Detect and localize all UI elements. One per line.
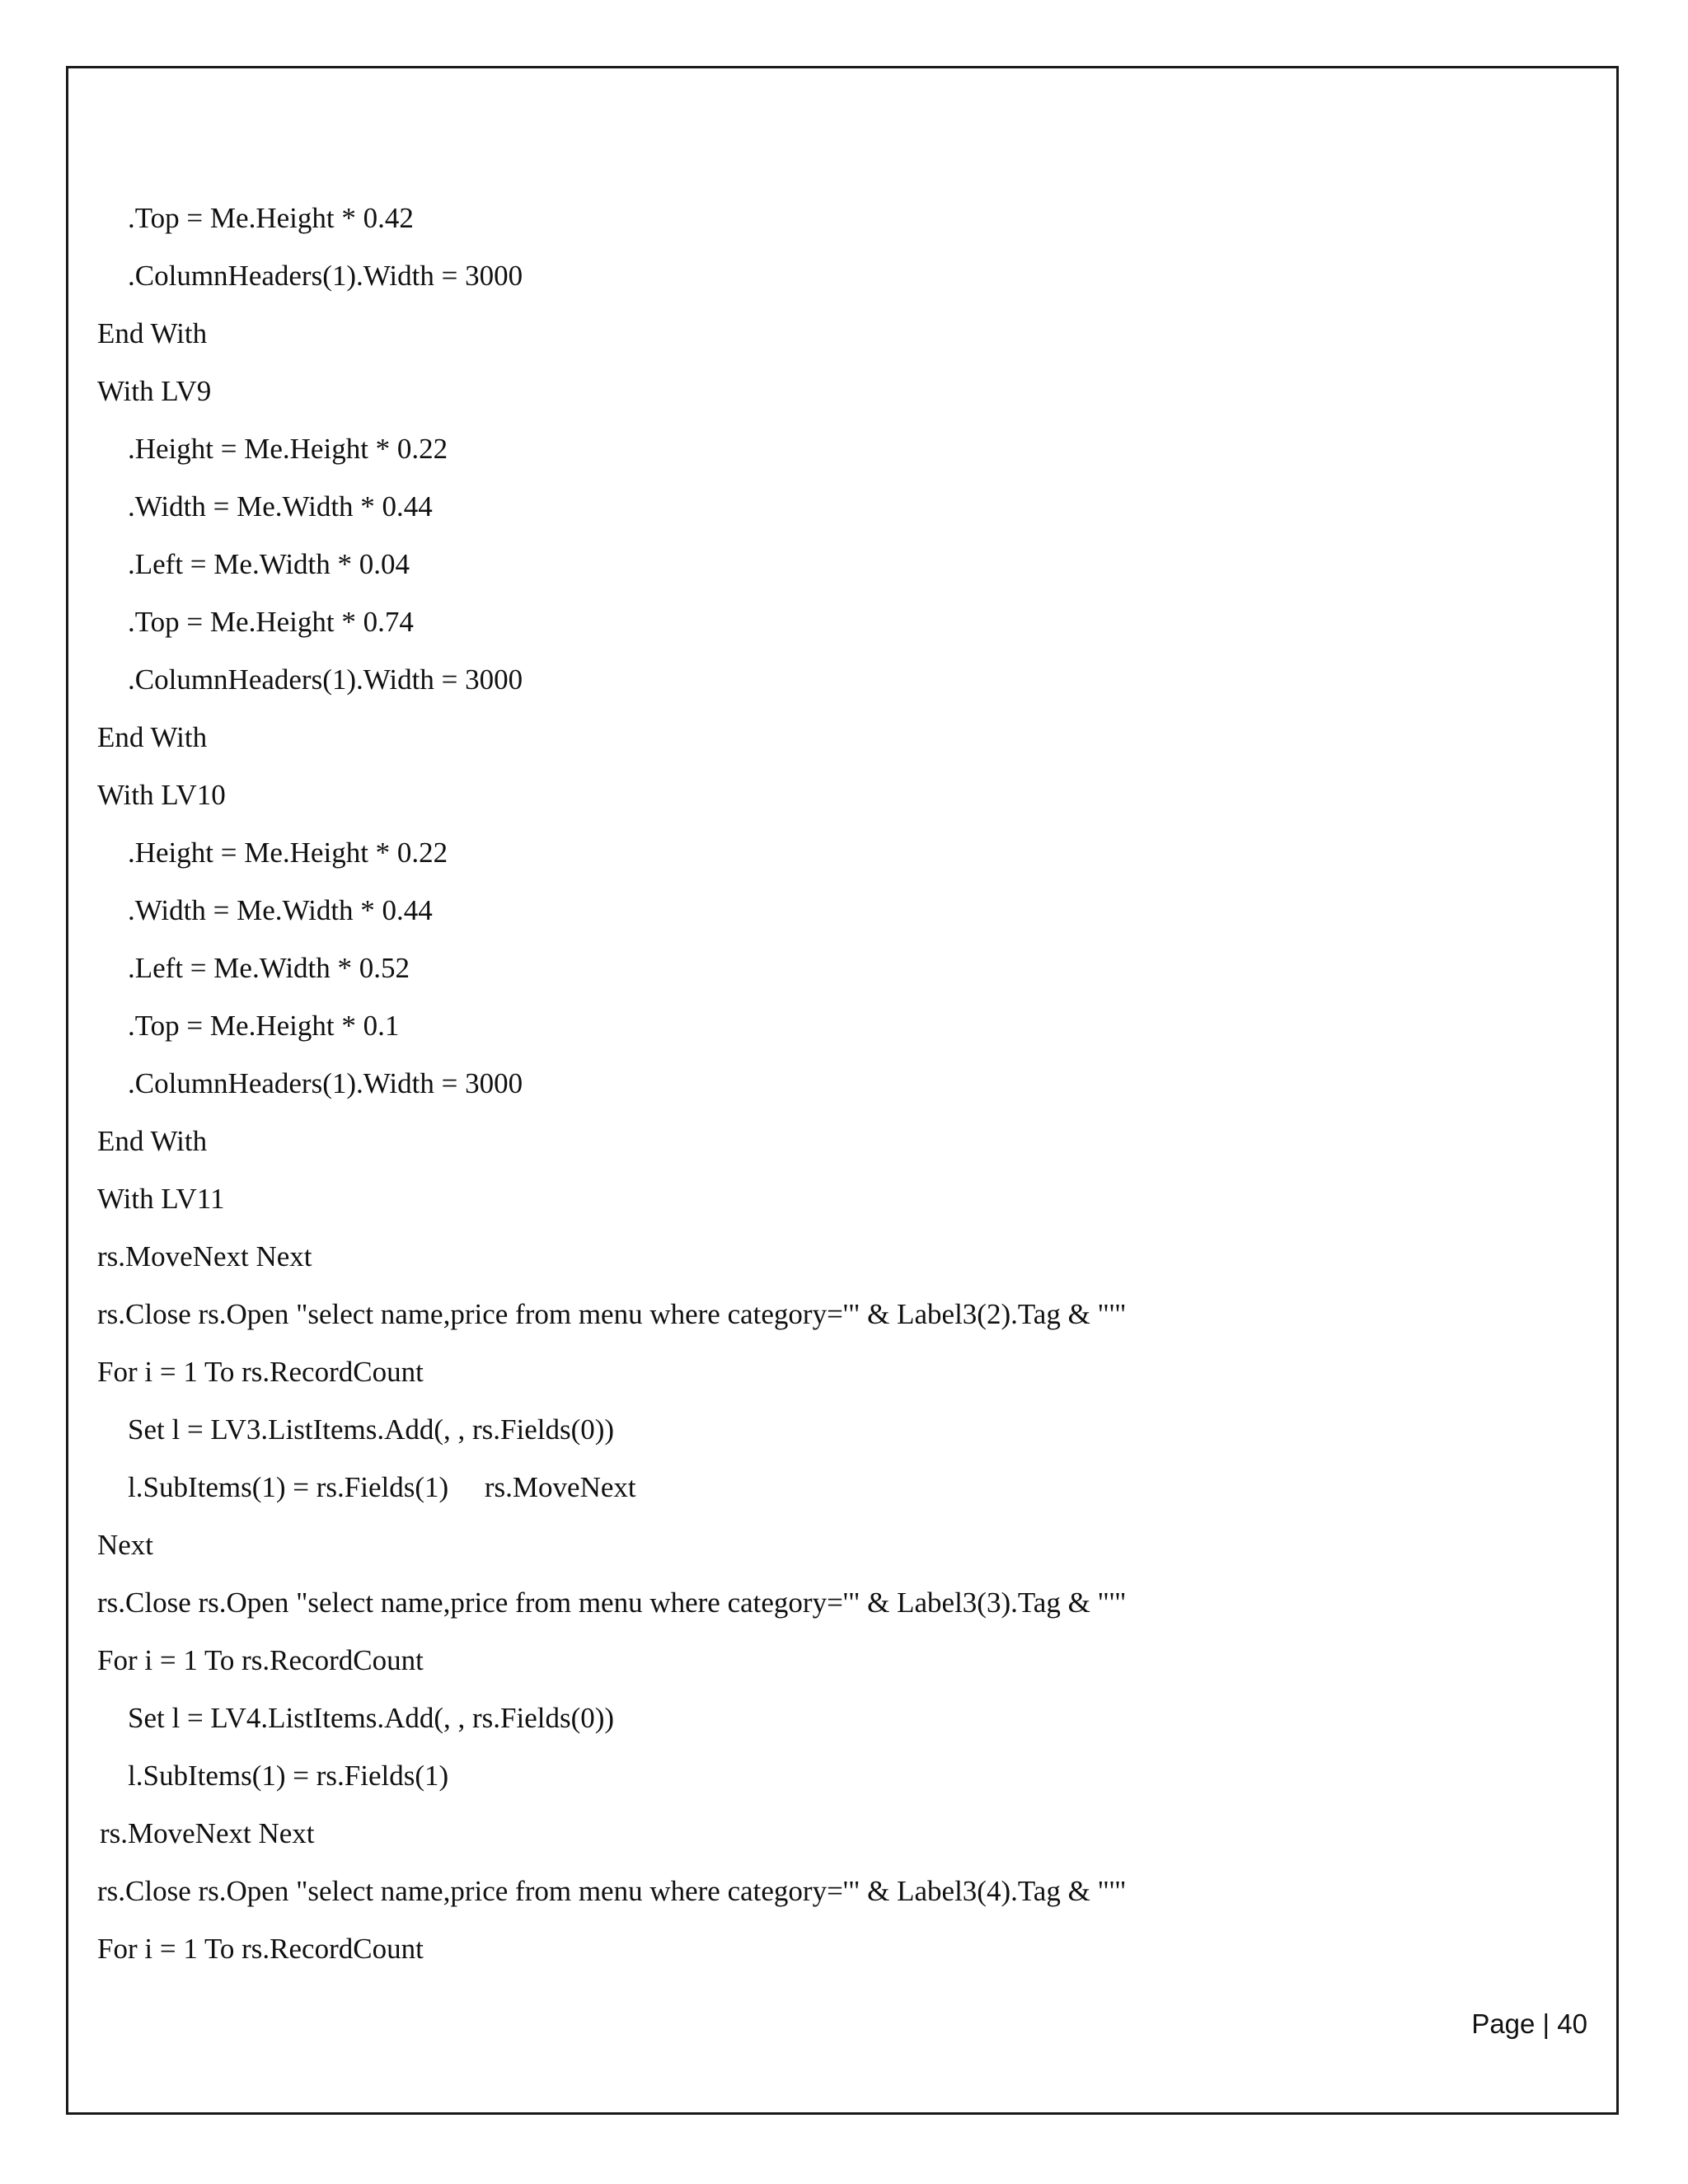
code-line: For i = 1 To rs.RecordCount [97,1933,424,1965]
code-listing [97,190,1126,1978]
code-line: l.SubItems(1) = rs.Fields(1) [128,1760,449,1792]
code-line: rs.Close rs.Open "select name,price from menu where category='" & Label3(2).Tag & "'" [97,1298,1127,1330]
code-line: .ColumnHeaders(1).Width = 3000 [128,1067,523,1099]
code-line: .Width = Me.Width * 0.44 [128,894,433,926]
code-line: .ColumnHeaders(1).Width = 3000 [128,260,523,292]
code-line: With LV9 [97,375,212,407]
code-line: .Height = Me.Height * 0.22 [128,433,448,465]
code-line: .Top = Me.Height * 0.74 [128,606,414,638]
code-line: .Left = Me.Width * 0.04 [128,548,410,580]
code-line: With LV11 [97,1183,225,1215]
code-line: Next [97,1529,154,1561]
code-line: With LV10 [97,779,226,811]
code-line: For i = 1 To rs.RecordCount [97,1644,424,1676]
code-line: Set l = LV4.ListItems.Add(, , rs.Fields(0)) [128,1702,615,1734]
code-line: .Left = Me.Width * 0.52 [128,952,410,984]
code-line: rs.MoveNext Next [97,1240,312,1272]
code-line: End With [97,317,208,349]
code-line: rs.Close rs.Open "select name,price from menu where category='" & Label3(3).Tag & "'" [97,1586,1127,1619]
code-line: End With [97,721,208,753]
code-line: .Top = Me.Height * 0.1 [128,1010,400,1042]
code-line: .Top = Me.Height * 0.42 [128,202,414,234]
code-line: .Height = Me.Height * 0.22 [128,837,448,869]
code-line: End With [97,1125,208,1157]
code-line: For i = 1 To rs.RecordCount [97,1356,424,1388]
code-line: l.SubItems(1) = rs.Fields(1) rs.MoveNext [128,1471,636,1503]
code-line: .Width = Me.Width * 0.44 [128,490,433,523]
code-line: rs.Close rs.Open "select name,price from menu where category='" & Label3(4).Tag & "'" [97,1875,1127,1907]
code-line: Set l = LV3.ListItems.Add(, , rs.Fields(0)) [128,1413,615,1446]
code-line: .ColumnHeaders(1).Width = 3000 [128,663,523,696]
page-number: Page | 40 [1471,2008,1587,2039]
code-line: rs.MoveNext Next [100,1817,315,1849]
